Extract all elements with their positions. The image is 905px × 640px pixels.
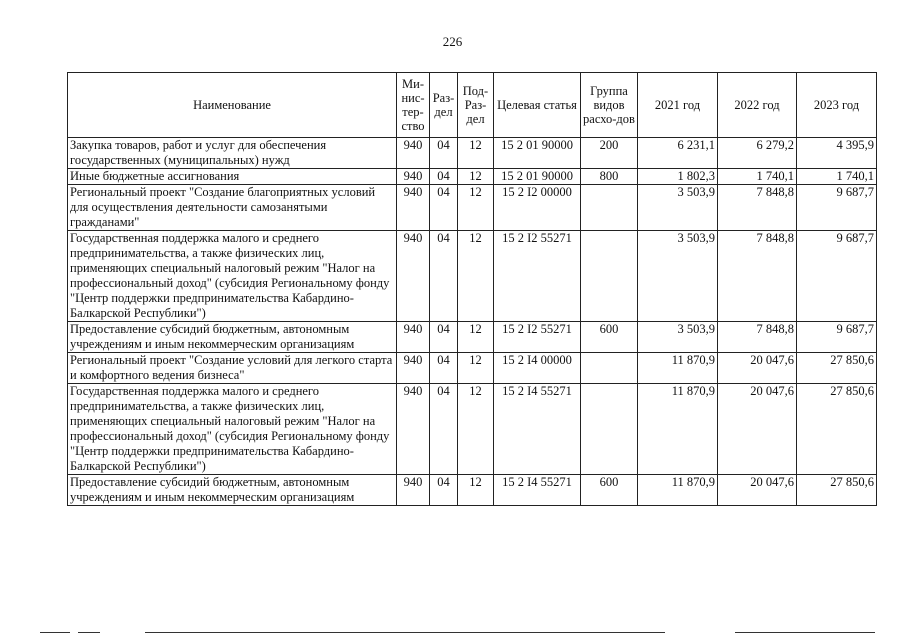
- row-target: 15 2 I4 55271: [494, 384, 581, 475]
- header-section: Раз-дел: [430, 73, 458, 138]
- row-2023: 9 687,7: [797, 322, 877, 353]
- table-header-row: [68, 73, 877, 138]
- row-target: 15 2 I2 00000: [494, 185, 581, 231]
- row-name: Государственная поддержка малого и среднего предпринимательства, а также физических лиц, применяющих специальный налоговый режим "Налог на профессиональный доход" (субсидия Региональному фонду "Центр поддержки предпринимательства Кабардино-Балкарской Республики"): [68, 231, 397, 322]
- row-2021: 11 870,9: [638, 475, 718, 506]
- header-name: Наименование: [68, 73, 397, 138]
- row-name: Предоставление субсидий бюджетным, автономным учреждениям и иным некоммерческим организациям: [68, 475, 397, 506]
- row-2021: 1 802,3: [638, 169, 718, 185]
- row-group: 600: [581, 475, 638, 506]
- row-group: 600: [581, 322, 638, 353]
- row-2023: 9 687,7: [797, 231, 877, 322]
- row-ministry: 940: [397, 185, 430, 231]
- row-2023: 27 850,6: [797, 475, 877, 506]
- row-target: 15 2 01 90000: [494, 138, 581, 169]
- row-ministry: 940: [397, 169, 430, 185]
- header-2022: 2022 год: [718, 73, 797, 138]
- row-target: 15 2 I2 55271: [494, 322, 581, 353]
- row-ministry: 940: [397, 231, 430, 322]
- row-name: Региональный проект "Создание условий для легкого старта и комфортного ведения бизнеса": [68, 353, 397, 384]
- header-target: Целевая статья: [494, 73, 581, 138]
- row-section: 04: [430, 185, 458, 231]
- row-section: 04: [430, 231, 458, 322]
- row-subsection: 12: [458, 169, 494, 185]
- row-section: 04: [430, 384, 458, 475]
- row-name: Государственная поддержка малого и среднего предпринимательства, а также физических лиц, применяющих специальный налоговый режим "Налог на профессиональный доход" (субсидия Региональному фонду "Центр поддержки предпринимательства Кабардино-Балкарской Республики"): [68, 384, 397, 475]
- header-group: Группа видов расхо-дов: [581, 73, 638, 138]
- row-ministry: 940: [397, 322, 430, 353]
- row-subsection: 12: [458, 138, 494, 169]
- row-subsection: 12: [458, 231, 494, 322]
- table-row: [68, 185, 877, 231]
- row-2022: 7 848,8: [718, 185, 797, 231]
- row-2023: 1 740,1: [797, 169, 877, 185]
- page-number: 226: [442, 34, 463, 49]
- row-2023: 27 850,6: [797, 384, 877, 475]
- row-subsection: 12: [458, 322, 494, 353]
- footer-rule: [78, 632, 100, 633]
- row-ministry: 940: [397, 475, 430, 506]
- header-2023: 2023 год: [797, 73, 877, 138]
- row-target: 15 2 01 90000: [494, 169, 581, 185]
- row-group: [581, 384, 638, 475]
- row-2023: 9 687,7: [797, 185, 877, 231]
- row-name: Предоставление субсидий бюджетным, автономным учреждениям и иным некоммерческим организациям: [68, 322, 397, 353]
- header-subsection: Под-Раз-дел: [458, 73, 494, 138]
- row-section: 04: [430, 169, 458, 185]
- row-group: 200: [581, 138, 638, 169]
- table-row: [68, 231, 877, 322]
- row-subsection: 12: [458, 353, 494, 384]
- row-group: [581, 353, 638, 384]
- row-section: 04: [430, 353, 458, 384]
- row-2022: 20 047,6: [718, 384, 797, 475]
- row-name: Иные бюджетные ассигнования: [68, 169, 397, 185]
- footer-rule: [145, 632, 665, 633]
- row-2021: 6 231,1: [638, 138, 718, 169]
- row-2021: 11 870,9: [638, 353, 718, 384]
- table-row: [68, 353, 877, 384]
- table-row: [68, 384, 877, 475]
- row-2022: 1 740,1: [718, 169, 797, 185]
- budget-table: [67, 72, 877, 506]
- row-2021: 3 503,9: [638, 231, 718, 322]
- header-2021: 2021 год: [638, 73, 718, 138]
- row-2023: 4 395,9: [797, 138, 877, 169]
- row-subsection: 12: [458, 185, 494, 231]
- footer-rule: [40, 632, 70, 633]
- row-group: [581, 231, 638, 322]
- row-2022: 20 047,6: [718, 475, 797, 506]
- row-group: 800: [581, 169, 638, 185]
- row-2021: 11 870,9: [638, 384, 718, 475]
- row-name: Региональный проект "Создание благоприятных условий для осуществления деятельности самозанятыми гражданами": [68, 185, 397, 231]
- row-target: 15 2 I2 55271: [494, 231, 581, 322]
- row-subsection: 12: [458, 475, 494, 506]
- row-target: 15 2 I4 55271: [494, 475, 581, 506]
- row-2022: 7 848,8: [718, 322, 797, 353]
- row-subsection: 12: [458, 384, 494, 475]
- row-ministry: 940: [397, 384, 430, 475]
- footer-rule: [735, 632, 875, 633]
- header-ministry: Ми-нис-тер-ство: [397, 73, 430, 138]
- table-row: [68, 475, 877, 506]
- row-ministry: 940: [397, 138, 430, 169]
- row-2023: 27 850,6: [797, 353, 877, 384]
- row-2022: 7 848,8: [718, 231, 797, 322]
- row-name: Закупка товаров, работ и услуг для обеспечения государственных (муниципальных) нужд: [68, 138, 397, 169]
- row-2022: 6 279,2: [718, 138, 797, 169]
- table-body: [68, 138, 877, 506]
- row-section: 04: [430, 475, 458, 506]
- table-row: [68, 169, 877, 185]
- row-target: 15 2 I4 00000: [494, 353, 581, 384]
- table-row: [68, 138, 877, 169]
- table-row: [68, 322, 877, 353]
- row-2021: 3 503,9: [638, 185, 718, 231]
- row-2022: 20 047,6: [718, 353, 797, 384]
- row-2021: 3 503,9: [638, 322, 718, 353]
- row-group: [581, 185, 638, 231]
- row-section: 04: [430, 322, 458, 353]
- row-section: 04: [430, 138, 458, 169]
- row-ministry: 940: [397, 353, 430, 384]
